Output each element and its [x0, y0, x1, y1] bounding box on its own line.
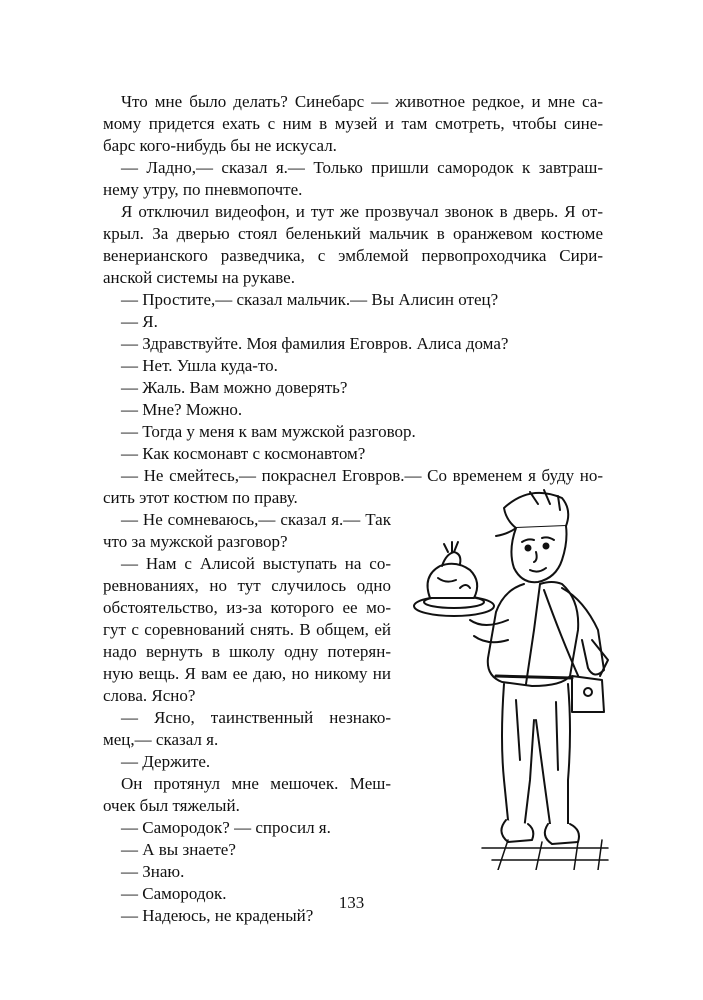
text-line: — Мне? Можно.	[121, 400, 243, 419]
text-line: слова. Ясно?	[103, 686, 196, 705]
text-line: — Тогда у меня к вам мужской разговор.	[121, 422, 416, 441]
text-line: — Не сомневаюсь,— сказал я.— Так	[121, 510, 391, 529]
text-line: — Как космонавт с космонавтом?	[121, 444, 366, 463]
page-number: 133	[338, 893, 365, 912]
text-line: — Жаль. Вам можно доверять?	[121, 378, 348, 397]
text-line: — Ладно,— сказал я.— Только пришли самородок к завтраш-	[121, 158, 603, 177]
text-line: Что мне было делать? Синебарс — животное редкое, и мне са-	[121, 92, 603, 111]
text-line: очек был тяжелый.	[103, 796, 240, 815]
text-line: анской системы на рукаве.	[103, 268, 295, 287]
text-line: Он протянул мне мешочек. Меш-	[121, 774, 391, 793]
text-line: — Нет. Ушла куда-то.	[121, 356, 278, 375]
text-line: надо вернуть в школу одну потерян-	[103, 642, 391, 661]
text-line: обстоятельство, из-за которого ее мо-	[103, 598, 391, 617]
text-line: — Самородок? — спросил я.	[121, 818, 331, 837]
text-line: Я отключил видеофон, и тут же прозвучал звонок в дверь. Я от-	[121, 202, 603, 221]
text-line: — Не смейтесь,— покраснел Еговров.— Со временем я буду но-	[121, 466, 603, 485]
text-line: барс кого-нибудь бы не искусал.	[103, 136, 337, 155]
text-line: — Я.	[121, 312, 158, 331]
text-line: мому придется ехать с ним в музей и там смотреть, чтобы сине-	[103, 114, 603, 133]
text-line: — Самородок.	[121, 884, 227, 903]
text-line: венерианского разведчика, с эмблемой первопроходчика Сири-	[103, 246, 603, 265]
text-line: — Здравствуйте. Моя фамилия Еговров. Алиса дома?	[121, 334, 509, 353]
text-line: — Надеюсь, не краденый?	[121, 906, 314, 925]
text-line: — Держите.	[121, 752, 211, 771]
text-line: гут с соревнований снять. В общем, ей	[103, 620, 391, 639]
text-line: нему утру, по пневмопочте.	[103, 180, 303, 199]
text-line: крыл. За дверью стоял беленький мальчик в оранжевом костюме	[103, 224, 603, 243]
text-line: мец,— сказал я.	[103, 730, 219, 749]
text-line: ревнованиях, но тут случилось одно	[103, 576, 391, 595]
text-line: — Нам с Алисой выступать на со-	[121, 554, 391, 573]
text-line: — А вы знаете?	[121, 840, 236, 859]
text-line: — Знаю.	[121, 862, 185, 881]
boy-illustration	[412, 480, 612, 870]
text-line: что за мужской разговор?	[103, 532, 288, 551]
text-line: — Простите,— сказал мальчик.— Вы Алисин отец?	[121, 290, 499, 309]
text-line: ную вещь. Я вам ее даю, но никому ни	[103, 664, 391, 683]
text-line: сить этот костюм по праву.	[103, 488, 298, 507]
text-line: — Ясно, таинственный незнако-	[121, 708, 391, 727]
